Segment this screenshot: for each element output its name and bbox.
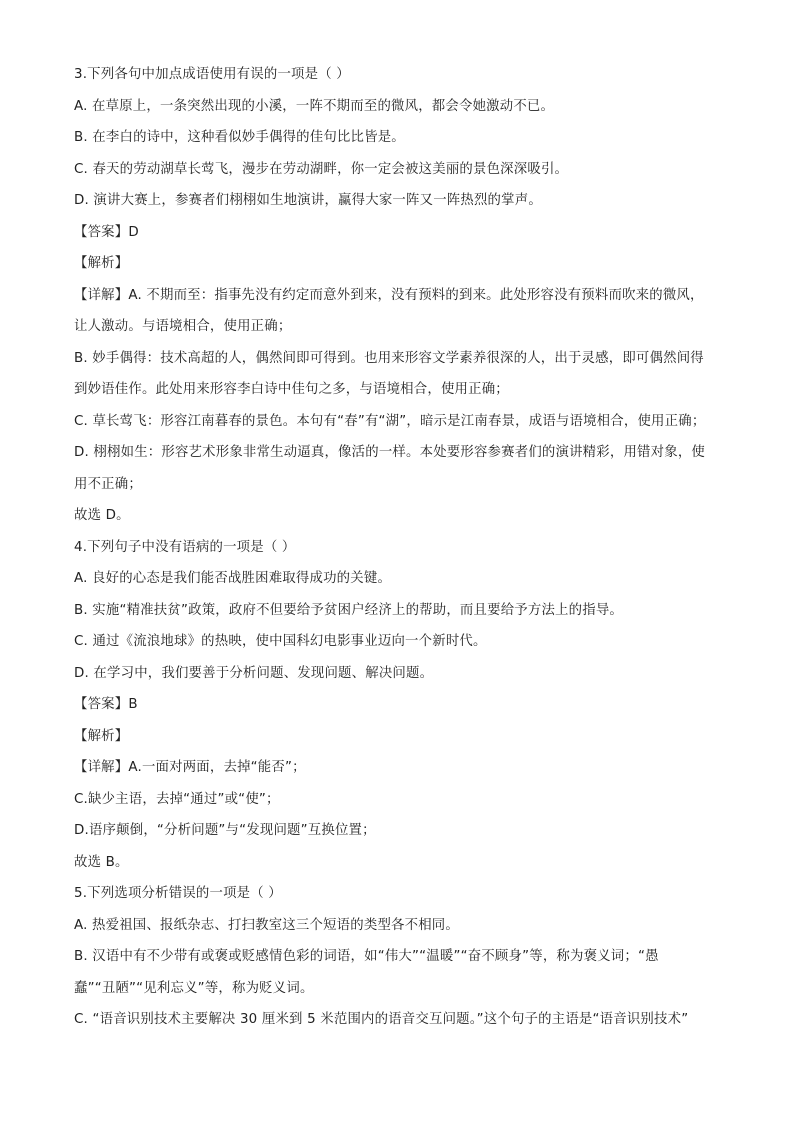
question-3-option-a: A. 在草原上，一条突然出现的小溪，一阵不期而至的微风，都会令她激动不已。 [74,99,555,114]
question-5-option-b-continued: 蠢”“丑陋”“见利忘义”等，称为贬义词。 [74,981,314,996]
question-3-analysis-label: 【解析】 [74,256,129,271]
question-4-stem: 4.下列句子中没有语病的一项是（ ） [74,540,296,555]
question-3-detail-line: 到妙语佳作。此处用来形容李白诗中佳句之多，与语境相合，使用正确； [74,382,509,397]
question-4-option-c: C. 通过《流浪地球》的热映，使中国科幻电影事业迈向一个新时代。 [74,634,487,649]
question-4-conclusion: 故选 B。 [74,855,129,870]
question-4-detail-line: C.缺少主语，去掉“通过”或“使”； [74,792,280,807]
question-5-option-a: A. 热爱祖国、报纸杂志、打扫教室这三个短语的类型各不相同。 [74,918,459,933]
question-3-detail-line: C. 草长莺飞：形容江南暮春的景色。本句有“春”有“湖”，暗示是江南春景，成语与语境相合，使用正确； [74,414,706,429]
question-3-detail-line: 【详解】A. 不期而至：指事先没有约定而意外到来，没有预料的到来。此处形容没有预料而吹来的微风， [74,288,704,303]
question-4-detail-line: D.语序颠倒，“分析问题”与“发现问题”互换位置； [74,823,376,838]
question-4-option-d: D. 在学习中，我们要善于分析问题、发现问题、解决问题。 [74,666,434,681]
question-3-option-d: D. 演讲大赛上，参赛者们栩栩如生地演讲，赢得大家一阵又一阵热烈的掌声。 [74,193,542,208]
question-3-answer: 【答案】D [74,225,139,240]
question-3-detail-line: D. 栩栩如生：形容艺术形象非常生动逼真，像活的一样。本处要形容参赛者们的演讲精彩，用错对象，使 [74,445,705,460]
question-3-detail-line: 用不正确； [74,477,142,492]
question-3-detail-line: 让人激动。与语境相合，使用正确； [74,319,292,334]
question-4-answer: 【答案】B [74,697,138,712]
question-3-option-c: C. 春天的劳动湖草长莺飞，漫步在劳动湖畔，你一定会被这美丽的景色深深吸引。 [74,162,569,177]
question-5-option-b: B. 汉语中有不少带有或褒或贬感情色彩的词语，如“伟大”“温暖”“奋不顾身”等，称为褒义词；“愚 [74,949,659,964]
question-4-option-a: A. 良好的心态是我们能否战胜困难取得成功的关键。 [74,571,392,586]
question-3-detail-line: B. 妙手偶得：技术高超的人，偶然间即可得到。也用来形容文学素养很深的人，出于灵感，即可偶然间得 [74,351,704,366]
question-3-conclusion: 故选 D。 [74,508,130,523]
question-4-analysis-label: 【解析】 [74,729,129,744]
question-4-option-b: B. 实施“精准扶贫”政策，政府不但要给予贫困户经济上的帮助，而且要给予方法上的指导。 [74,603,624,618]
question-3-option-b: B. 在李白的诗中，这种看似妙手偶得的佳句比比皆是。 [74,130,405,145]
question-5-option-c: C. “语音识别技术主要解决 30 厘米到 5 米范围内的语音交互问题。”这个句子的主语是“语音识别技术” [74,1012,689,1027]
question-3-stem: 3.下列各句中加点成语使用有误的一项是（ ） [74,67,350,82]
question-5-stem: 5.下列选项分析错误的一项是（ ） [74,886,282,901]
question-4-detail-line: 【详解】A.一面对两面，去掉“能否”； [74,760,306,775]
